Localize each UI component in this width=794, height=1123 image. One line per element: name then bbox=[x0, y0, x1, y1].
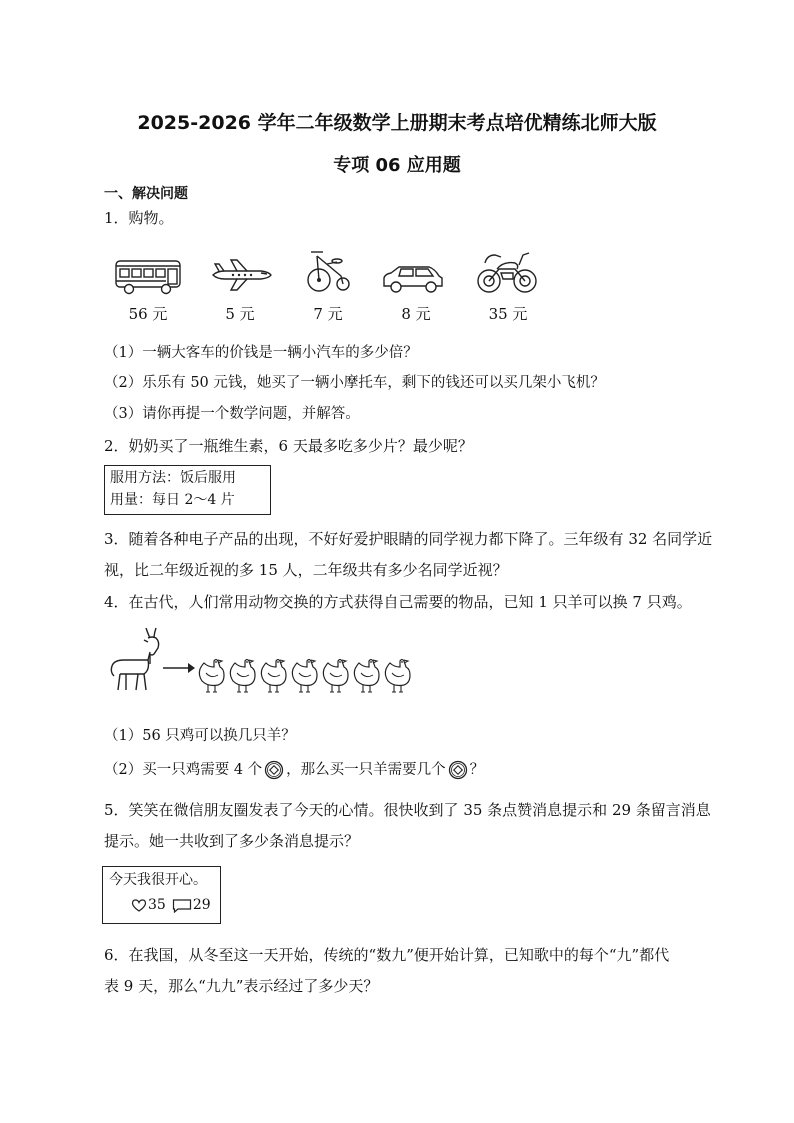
question-3-line-2: 视，比二年级近视的多 15 人，二年级共有多少名同学近视？ bbox=[104, 561, 508, 579]
question-1-sub-1: （1）一辆大客车的价钱是一辆小汽车的多少倍？ bbox=[104, 345, 418, 361]
dosage-amount: 用量：每日 2～4 片 bbox=[110, 492, 235, 508]
tricycle-icon bbox=[301, 246, 353, 294]
comment-icon bbox=[172, 898, 192, 913]
document-title: 2025-2026 学年二年级数学上册期末考点培优精练北师大版 bbox=[137, 112, 657, 134]
chicken-icon bbox=[199, 660, 224, 693]
question-3-line-1: 3．随着各种电子产品的出现，不好好爱护眼睛的同学视力都下降了。三年级有 32 名同学近 bbox=[104, 530, 713, 548]
like-count: 35 bbox=[148, 897, 166, 913]
question-4-sub-2-text-a: （2）买一只鸡需要 4 个 bbox=[104, 762, 263, 778]
price-label-car: 8 元 bbox=[401, 305, 431, 323]
question-6-line-1: 6．在我国，从冬至这一天开始，传统的“数九”便开始计算，已知歌中的每个“九”都代 bbox=[104, 946, 670, 964]
question-1-stem: 1．购物。 bbox=[104, 209, 174, 227]
section-heading: 一、解决问题 bbox=[104, 186, 188, 202]
chicken-row bbox=[196, 655, 416, 695]
chicken-icon bbox=[354, 660, 379, 693]
airplane-icon bbox=[209, 257, 273, 293]
car-icon bbox=[381, 264, 445, 296]
chicken-icon bbox=[323, 660, 348, 693]
coin-icon bbox=[448, 760, 468, 780]
motorcycle-icon bbox=[475, 247, 539, 295]
question-2-stem: 2．奶奶买了一瓶维生素，6 天最多吃多少片？最少呢？ bbox=[104, 437, 473, 455]
wechat-post-box bbox=[102, 866, 221, 924]
question-4-stem: 4．在古代，人们常用动物交换的方式获得自己需要的物品，已知 1 只羊可以换 7 只鸡。 bbox=[104, 593, 692, 611]
question-1-sub-2: （2）乐乐有 50 元钱，她买了一辆小摩托车，剩下的钱还可以买几架小飞机？ bbox=[104, 375, 605, 391]
wechat-post-stats bbox=[131, 897, 211, 913]
heart-icon bbox=[131, 898, 147, 913]
goat-icon bbox=[104, 624, 168, 694]
wechat-post-text: 今天我很开心。 bbox=[109, 872, 207, 888]
question-5-line-1: 5．笑笑在微信朋友圈发表了今天的心情。很快收到了 35 条点赞消息提示和 29 条留言消息 bbox=[104, 801, 711, 819]
price-label-motorcycle: 35 元 bbox=[488, 305, 528, 323]
question-5-line-2: 提示。她一共收到了多少条消息提示？ bbox=[104, 832, 360, 850]
price-label-tricycle: 7 元 bbox=[313, 305, 343, 323]
coin-icon bbox=[264, 760, 284, 780]
document-subtitle: 专项 06 应用题 bbox=[333, 155, 461, 176]
chicken-icon bbox=[292, 660, 317, 693]
bus-icon bbox=[114, 258, 184, 296]
question-6-line-2: 表 9 天，那么“九九”表示经过了多少天？ bbox=[104, 977, 379, 995]
question-4-sub-2-text-c: ？ bbox=[469, 762, 485, 778]
chicken-icon bbox=[385, 660, 410, 693]
comment-count: 29 bbox=[192, 897, 211, 913]
question-4-sub-2-text-b: ，那么买一只羊需要几个 bbox=[286, 762, 446, 778]
dosage-method: 服用方法：饭后服用 bbox=[110, 470, 236, 486]
price-label-airplane: 5 元 bbox=[225, 305, 255, 323]
chicken-icon bbox=[230, 660, 255, 693]
question-4-sub-2 bbox=[104, 759, 484, 781]
dosage-box bbox=[104, 465, 271, 515]
arrow-icon bbox=[162, 662, 196, 674]
question-4-sub-1: （1）56 只鸡可以换几只羊？ bbox=[104, 728, 296, 744]
price-label-bus: 56 元 bbox=[128, 305, 168, 323]
chicken-icon bbox=[261, 660, 286, 693]
question-1-sub-3: （3）请你再提一个数学问题，并解答。 bbox=[104, 406, 360, 422]
